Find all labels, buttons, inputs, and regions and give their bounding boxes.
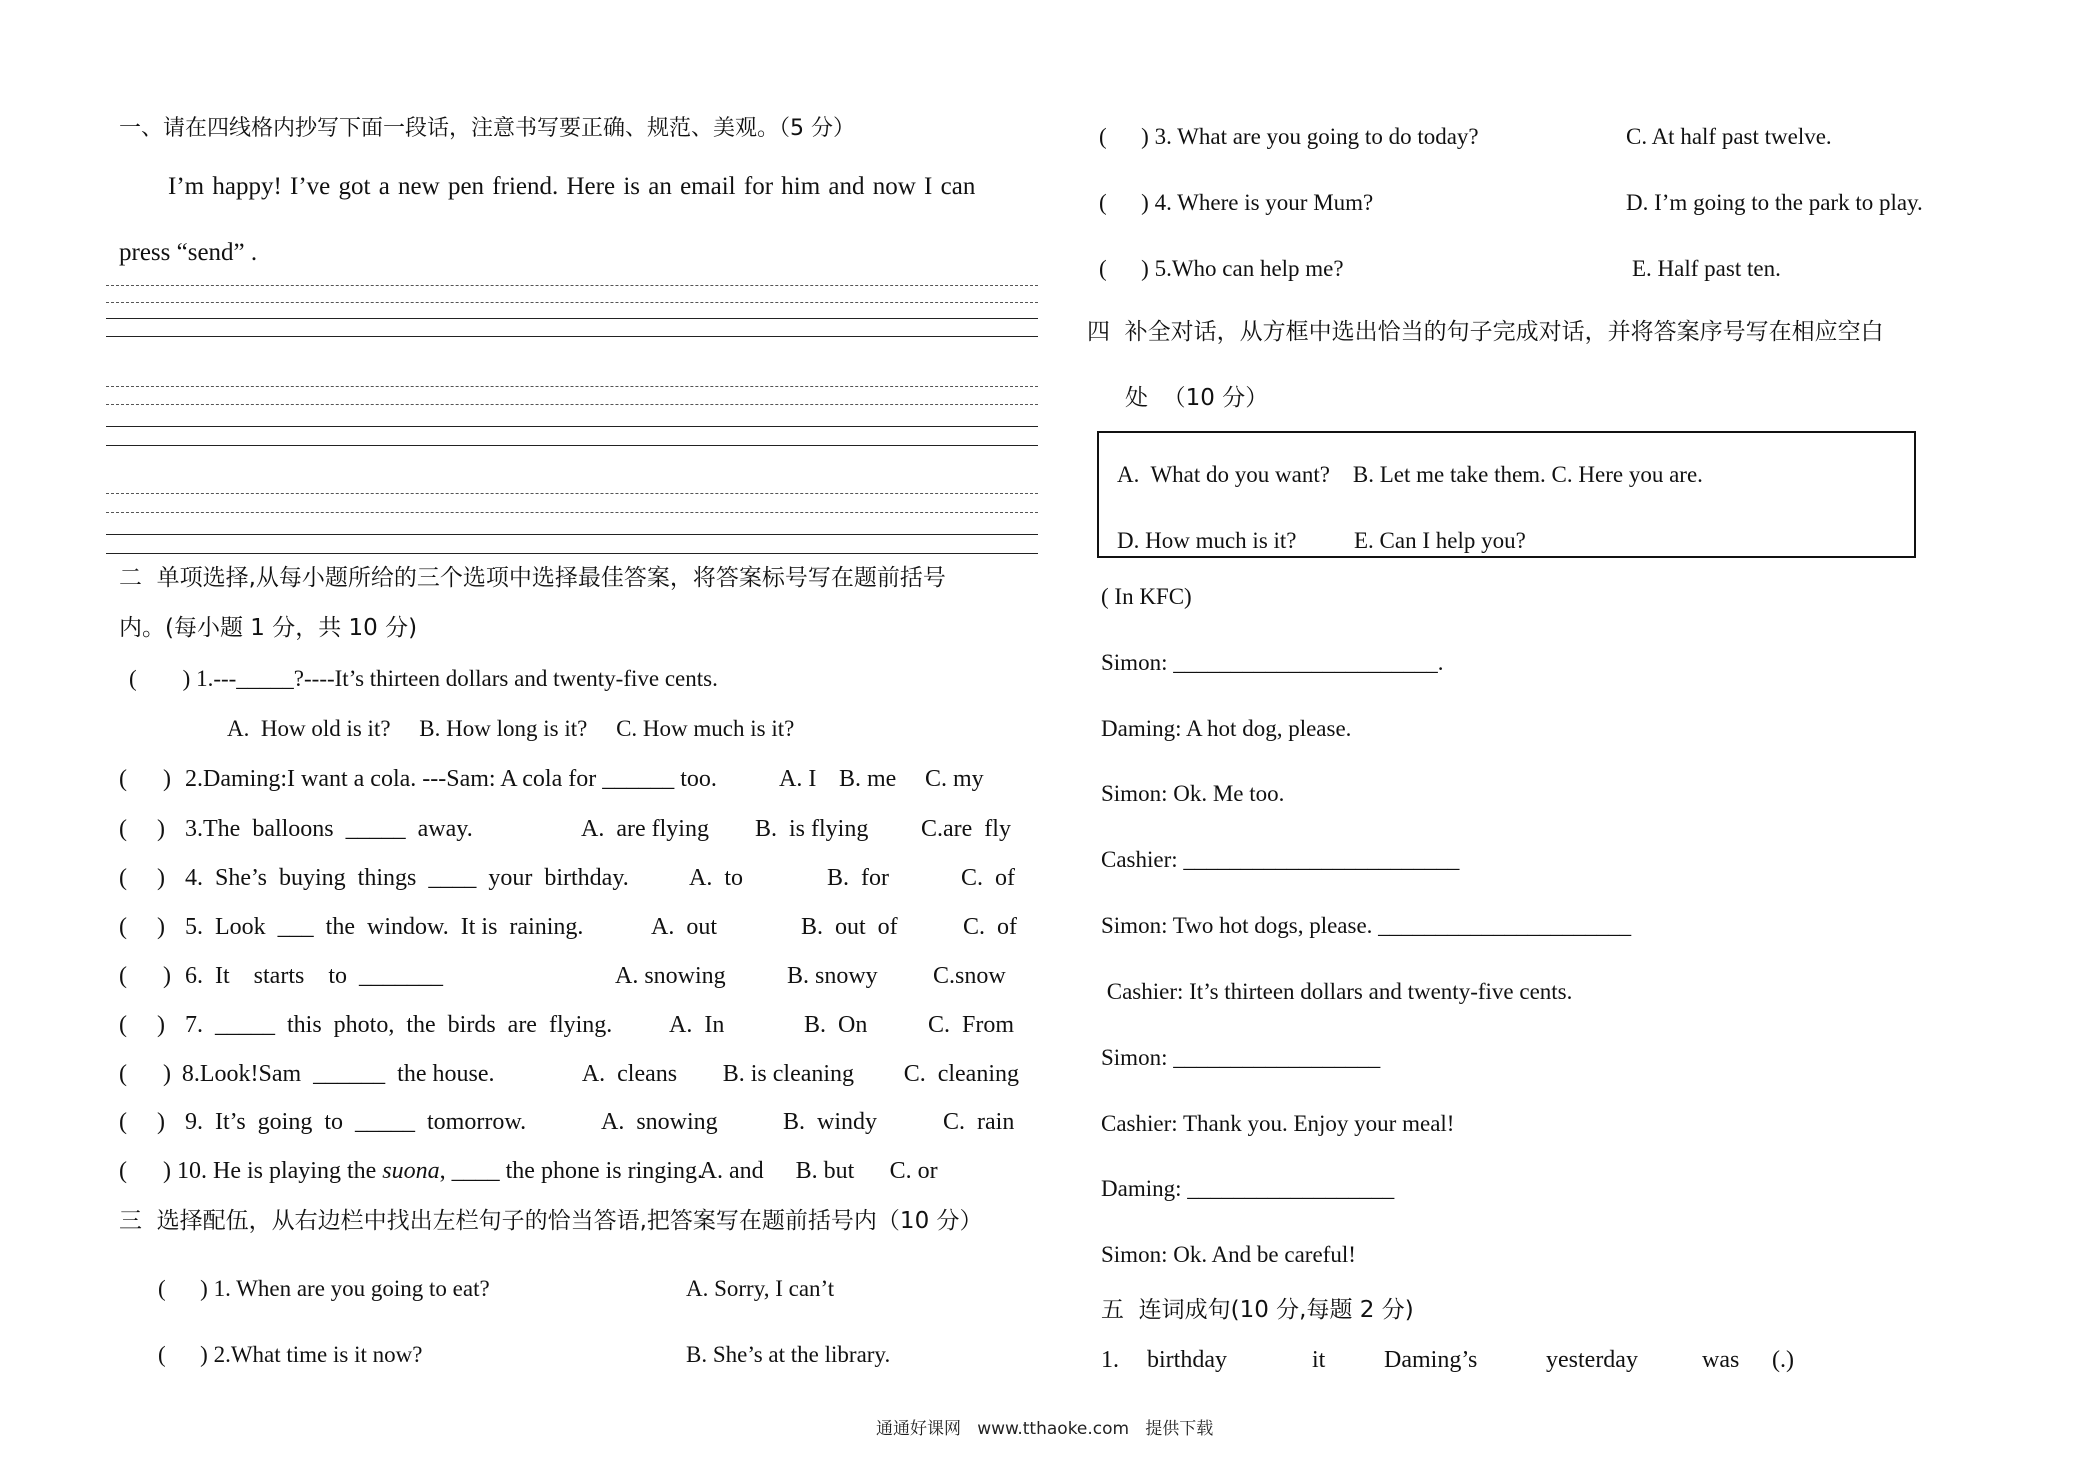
dialog-line: Simon: Ok. And be careful! xyxy=(1101,1242,1356,1267)
option-b: B. me xyxy=(839,766,897,792)
option-a: A. cleans xyxy=(581,1061,678,1087)
option-b: B. but xyxy=(795,1158,855,1184)
question-text: 8.Look!Sam ______ the house. xyxy=(181,1061,495,1087)
option-b: B. windy xyxy=(783,1109,878,1135)
dialog-line: Simon: Ok. Me too. xyxy=(1101,781,1285,806)
grid-line xyxy=(106,404,1038,405)
section-2-title-line-2: 内。(每小题 1 分，共 10 分) xyxy=(119,615,418,641)
mc-question-row-10 xyxy=(119,1159,1019,1183)
dialog-setting: ( In KFC) xyxy=(1101,584,1192,609)
word: birthday xyxy=(1147,1347,1227,1373)
answer-bracket[interactable]: ( ) xyxy=(119,914,165,940)
option-a: A. to xyxy=(689,865,743,891)
answer-bracket[interactable]: ( ) xyxy=(119,1109,165,1135)
mc-question-row xyxy=(119,964,1019,988)
question-text: 4. She’s buying things ____ your birthday. xyxy=(185,865,629,891)
question-number: 1. xyxy=(1101,1347,1119,1373)
section-2-title-line-1: 二 单项选择,从每小题所给的三个选项中选择最佳答案，将答案标号写在题前括号 xyxy=(119,565,946,591)
answer-bracket[interactable]: ( ) xyxy=(119,1061,171,1087)
match-answer-a: A. Sorry, I can’t xyxy=(686,1276,835,1301)
footer-watermark: 通通好课网 www.tthaoke.com 提供下载 xyxy=(876,1419,1214,1439)
option-c: C. or xyxy=(889,1158,938,1184)
answer-bracket[interactable]: ( ) xyxy=(119,963,171,989)
option-b: B. for xyxy=(827,865,889,891)
question-10-italic-word: suona xyxy=(382,1158,440,1184)
word: yesterday xyxy=(1546,1347,1638,1373)
copy-text-line-1: I’m happy! I’ve got a new pen friend. Here is an email for him and now I can xyxy=(168,173,976,200)
section-1-title: 一、请在四线格内抄写下面一段话，注意书写要正确、规范、美观。（5 分） xyxy=(119,116,855,141)
word: it xyxy=(1312,1347,1326,1373)
dialog-line: Simon: Two hot dogs, please. ______________________ xyxy=(1101,913,1632,938)
option-b: B. is flying xyxy=(755,816,869,842)
question-10-prefix: ( ) 10. He is playing the xyxy=(119,1158,383,1184)
option-c: C.are fly xyxy=(921,816,1011,842)
match-answer-e: E. Half past ten. xyxy=(1632,256,1781,281)
match-answer-d: D. I’m going to the park to play. xyxy=(1626,190,1923,215)
mc-question-1: ( ) 1.---_____?----It’s thirteen dollars and twenty-five cents. xyxy=(129,666,718,691)
word: Daming’s xyxy=(1384,1347,1478,1373)
match-answer-c: C. At half past twelve. xyxy=(1626,124,1832,149)
question-text: 3.The balloons _____ away. xyxy=(185,816,473,842)
option-b: B. out of xyxy=(801,914,898,940)
mc-question-row xyxy=(119,817,1019,841)
grid-line xyxy=(106,534,1038,535)
grid-line xyxy=(106,285,1038,286)
option-a: A. In xyxy=(669,1012,725,1038)
option-c: C. of xyxy=(961,865,1015,891)
question-text: 7. _____ this photo, the birds are flying. xyxy=(185,1012,613,1038)
dialog-line: Cashier: ________________________ xyxy=(1101,847,1460,872)
dialog-line: Daming: __________________ xyxy=(1101,1176,1395,1201)
option-b: B. On xyxy=(804,1012,868,1038)
grid-line xyxy=(106,512,1038,513)
answer-bracket[interactable]: ( ) xyxy=(119,1012,165,1038)
dialog-line: Cashier: It’s thirteen dollars and twenty-five cents. xyxy=(1101,979,1573,1004)
option-a: A. and xyxy=(699,1158,764,1184)
grid-line xyxy=(106,386,1038,387)
grid-line xyxy=(106,445,1038,446)
grid-line xyxy=(106,336,1038,337)
match-question-4: ( ) 4. Where is your Mum? xyxy=(1099,190,1374,215)
option-c: C. rain xyxy=(943,1109,1015,1135)
box-options-line-1: A. What do you want? B. Let me take them. C. Here you are. xyxy=(1117,462,1703,487)
mc-question-row xyxy=(119,1013,1019,1037)
word: was xyxy=(1702,1347,1740,1373)
word-order-question-1 xyxy=(1101,1348,1821,1372)
match-question-2: ( ) 2.What time is it now? xyxy=(158,1342,423,1367)
answer-bracket[interactable]: ( ) xyxy=(119,865,165,891)
option-c: C. cleaning xyxy=(903,1061,1019,1087)
option-a: A. I xyxy=(779,766,817,792)
section-5-title: 五 连词成句(10 分,每题 2 分) xyxy=(1101,1297,1414,1323)
option-c: C.snow xyxy=(933,963,1006,989)
dialog-line: Simon: __________________ xyxy=(1101,1045,1381,1070)
answer-bracket[interactable]: ( ) xyxy=(119,816,165,842)
match-answer-b: B. She’s at the library. xyxy=(686,1342,891,1367)
question-10-suffix: , ____ the phone is ringing. xyxy=(439,1158,703,1184)
word: (.) xyxy=(1772,1347,1794,1373)
option-a: A. snowing xyxy=(615,963,726,989)
question-text: 5. Look ___ the window. It is raining. xyxy=(185,914,584,940)
option-b: B. is cleaning xyxy=(722,1061,855,1087)
dialog-line: Daming: A hot dog, please. xyxy=(1101,716,1352,741)
option-a: A. out xyxy=(651,914,717,940)
option-c: C. of xyxy=(963,914,1017,940)
mc-question-row xyxy=(119,915,1019,939)
option-a: A. are flying xyxy=(581,816,709,842)
section-4-title-line-1: 四 补全对话，从方框中选出恰当的句子完成对话，并将答案序号写在相应空白 xyxy=(1087,319,1884,345)
option-c: C. my xyxy=(925,766,984,792)
match-question-1: ( ) 1. When are you going to eat? xyxy=(158,1276,490,1301)
grid-line xyxy=(106,426,1038,427)
option-a: A. snowing xyxy=(601,1109,718,1135)
mc-question-row xyxy=(119,1062,1019,1086)
grid-line xyxy=(106,318,1038,319)
section-4-title-line-2: 处 （10 分） xyxy=(1125,385,1269,411)
match-question-3: ( ) 3. What are you going to do today? xyxy=(1099,124,1479,149)
question-text: 6. It starts to _______ xyxy=(185,963,443,989)
box-options-line-2: D. How much is it? E. Can I help you? xyxy=(1117,528,1526,553)
section-3-title: 三 选择配伍，从右边栏中找出左栏句子的恰当答语,把答案写在题前括号内（10 分） xyxy=(119,1208,983,1234)
question-text: 9. It’s going to _____ tomorrow. xyxy=(185,1109,527,1135)
mc-question-row xyxy=(119,1110,1019,1134)
mc-question-1-options: A. How old is it? B. How long is it? C. How much is it? xyxy=(227,716,795,741)
grid-line xyxy=(106,493,1038,494)
grid-line xyxy=(106,302,1038,303)
question-text: 2.Daming:I want a cola. ---Sam: A cola for ______ too. xyxy=(185,766,717,792)
dialog-line: Cashier: Thank you. Enjoy your meal! xyxy=(1101,1111,1455,1136)
grid-line xyxy=(106,553,1038,554)
option-c: C. From xyxy=(928,1012,1015,1038)
answer-bracket[interactable]: ( ) xyxy=(119,766,171,792)
dialog-line: Simon: _______________________. xyxy=(1101,650,1444,675)
copy-text-line-2: press “send” . xyxy=(119,239,258,266)
match-question-5: ( ) 5.Who can help me? xyxy=(1099,256,1344,281)
mc-question-row xyxy=(119,767,1019,791)
option-b: B. snowy xyxy=(787,963,878,989)
mc-question-row xyxy=(119,866,1019,890)
